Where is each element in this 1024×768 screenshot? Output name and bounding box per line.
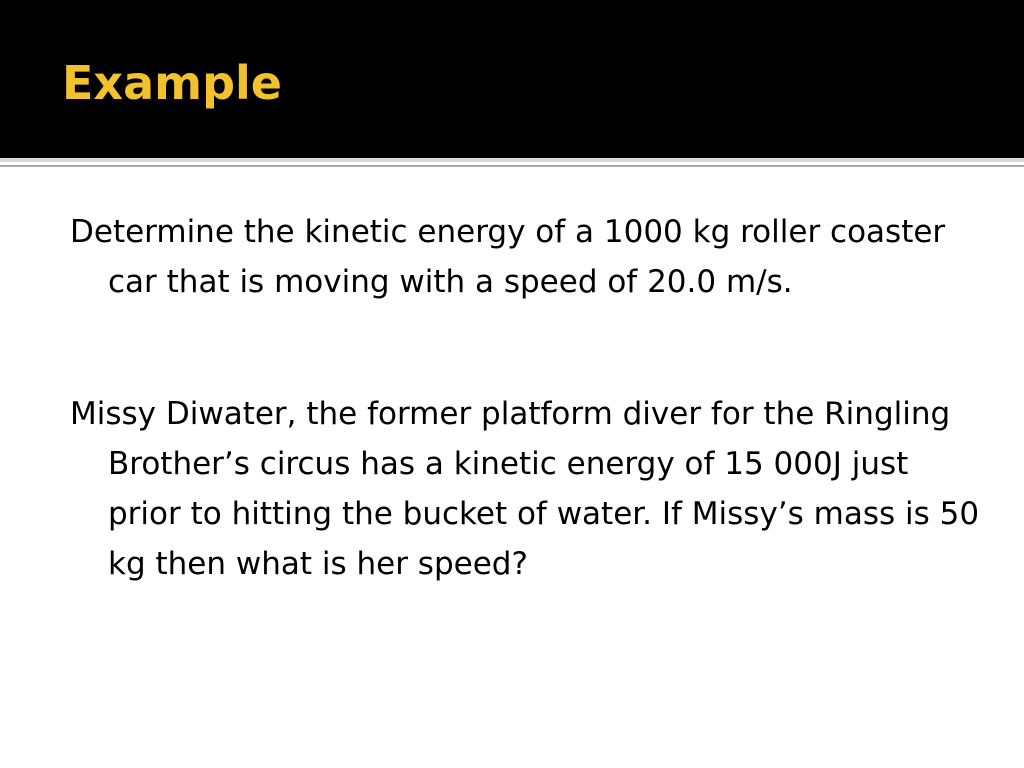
slide-content	[70, 207, 980, 589]
title-divider-secondary	[0, 165, 1024, 167]
title-divider	[0, 158, 1024, 162]
slide-title: Example	[62, 56, 282, 110]
problem-kinetic-energy: Determine the kinetic energy of a 1000 kg roller coaster car that is moving with a speed of 20.0 m/s.	[70, 214, 946, 300]
title-bar	[0, 0, 1024, 158]
problem-missy-speed: Missy Diwater, the former platform diver for the Ringling Brother’s circus has a kinetic energy of 15 000J just prior to hitting the bucket of water. If Missy’s mass is 50 kg then what is her speed?	[70, 396, 980, 582]
